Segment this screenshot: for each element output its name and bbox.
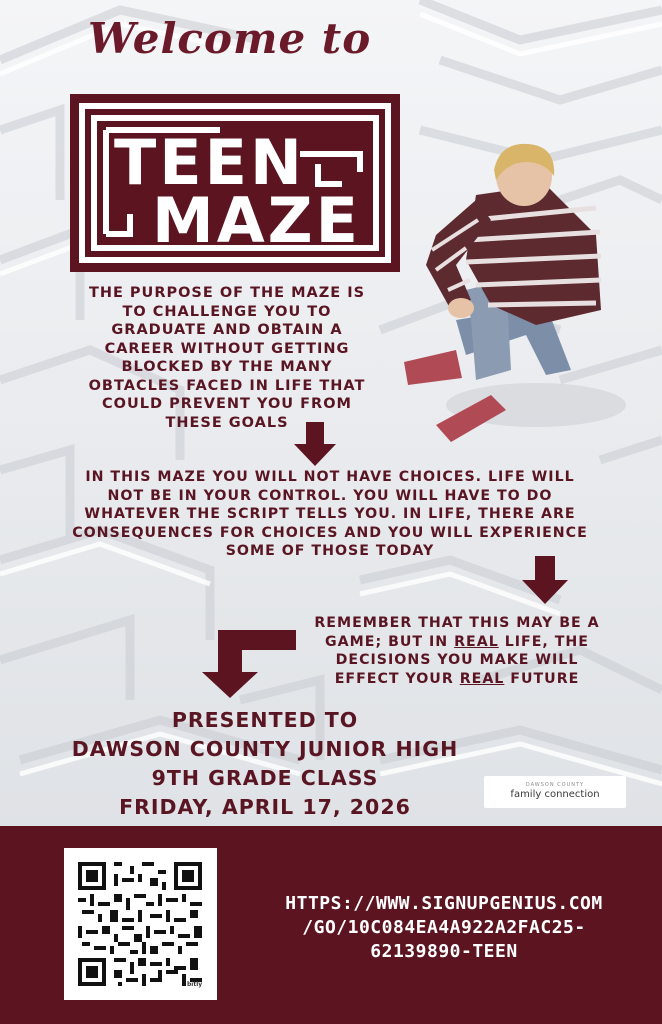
qr-code-icon[interactable] <box>78 862 202 986</box>
school-name: DAWSON COUNTY JUNIOR HIGH <box>71 737 459 761</box>
qr-brand-label: bitly <box>187 981 203 988</box>
presented-block <box>50 706 480 822</box>
signup-url[interactable] <box>226 892 662 964</box>
logo-maze: MAZE <box>152 184 361 257</box>
signup-url-line: HTTPS://WWW.SIGNUPGENIUS.COM <box>285 893 603 914</box>
qr-card[interactable] <box>64 848 217 1000</box>
family-connection-logo <box>484 776 626 808</box>
presented-to: PRESENTED TO <box>171 708 359 732</box>
class-name: 9TH GRADE CLASS <box>151 766 379 790</box>
logo-teen: TEEN <box>114 126 305 199</box>
remember-text-part: REMEMBER THAT THIS MAY BE A GAME; BUT IN <box>314 615 600 650</box>
remember-text-part: LIFE, THE DECISIONS YOU MAKE WILL EFFECT YOUR <box>334 633 589 687</box>
choices-text: IN THIS MAZE YOU WILL NOT HAVE CHOICES. LIFE WILL NOT BE IN YOUR CONTROL. YOU WILL HAVE TO DO WHATEVER THE SCRIPT TELLS YOU. IN LIFE, THERE ARE CONSEQUENCES FOR CHOICES AND YOU WILL EXPERIENCE SOME OF THOSE TODAY <box>72 469 588 559</box>
sponsor-name: family connection <box>510 789 600 800</box>
remember-real-2: REAL <box>459 670 505 687</box>
remember-text <box>304 614 610 688</box>
arrow-down-icon <box>292 422 338 468</box>
arrow-down-icon <box>520 556 570 606</box>
purpose-text: THE PURPOSE OF THE MAZE IS TO CHALLENGE YOU TO GRADUATE AND OBTAIN A CAREER WITHOUT GETTING BLOCKED BY THE MANY OBTACLES FACED IN LIFE THAT COULD PREVENT YOU FROM THESE GOALS <box>88 285 366 431</box>
signup-url-line: 62139890-TEEN <box>370 941 518 962</box>
welcome-heading: Welcome to <box>88 14 372 63</box>
remember-real-1: REAL <box>454 633 499 650</box>
sponsor-county: DAWSON COUNTY <box>525 782 585 788</box>
event-date: FRIDAY, APRIL 17, 2026 <box>119 795 411 819</box>
arrow-elbow-down-icon <box>200 630 296 700</box>
signup-url-line: /GO/10C084EA4A922A2FAC25- <box>302 917 586 938</box>
teen-maze-logo <box>70 94 400 272</box>
remember-text-part: FUTURE <box>504 670 580 687</box>
teen-figure-illustration <box>396 140 626 450</box>
